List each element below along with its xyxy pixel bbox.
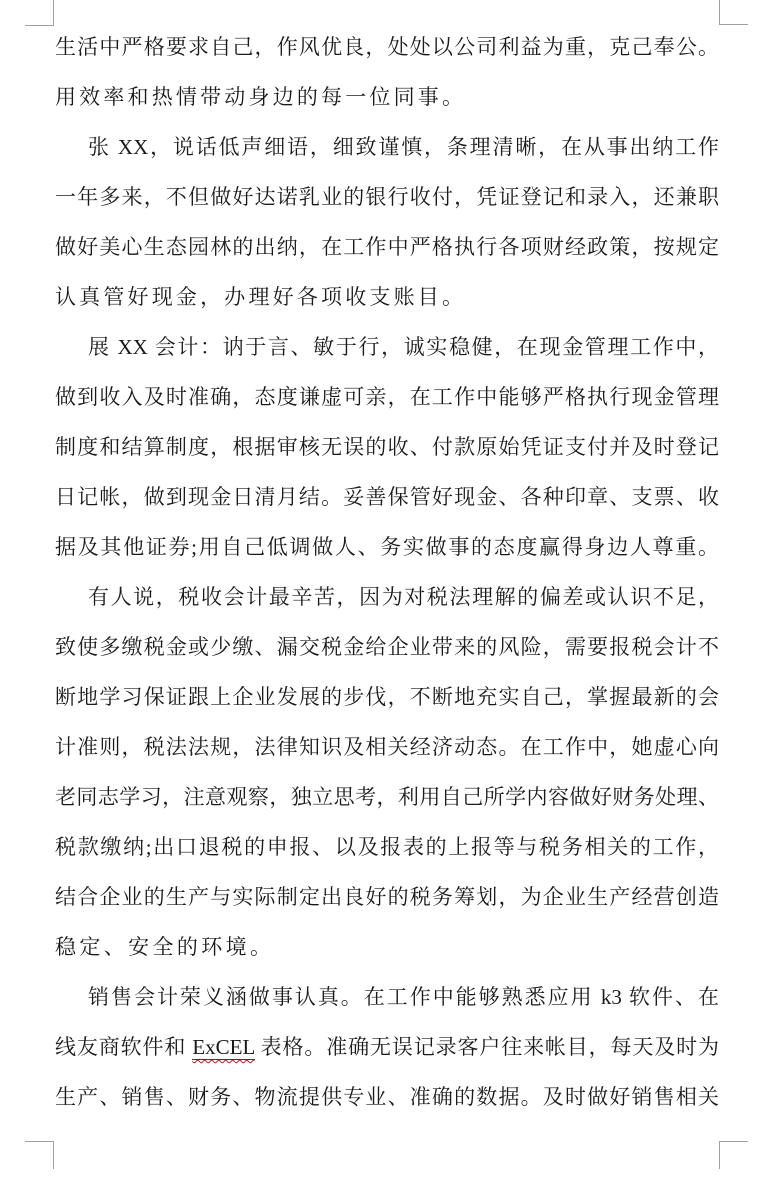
text-line[interactable] — [55, 1072, 719, 1122]
text-line[interactable] — [55, 1022, 719, 1072]
text-segment: 用效率和热情带动身边的每一位同事。 — [55, 85, 463, 109]
text-line[interactable] — [55, 422, 719, 472]
text-segment: 制度和结算制度，根据审核无误的收、付款原始凭证支付并及时登记 — [55, 435, 719, 459]
text-line[interactable] — [55, 772, 719, 822]
text-line[interactable] — [55, 322, 719, 372]
text-segment: 销售会计荣义涵做事认真。在工作中能够熟悉应用 k3 软件、在 — [88, 985, 719, 1009]
text-line[interactable] — [55, 122, 719, 172]
document-text-area[interactable] — [55, 22, 719, 1122]
text-segment: 做好美心生态园林的出纳，在工作中严格执行各项财经政策，按规定 — [55, 235, 719, 259]
text-segment: 张 XX，说话低声细语，细致谨慎，条理清晰，在从事出纳工作 — [88, 135, 719, 159]
text-segment: 表格。准确无误记录客户往来帐目，每天及时为 — [254, 1035, 719, 1059]
text-line[interactable] — [55, 72, 463, 122]
text-segment: 致使多缴税金或少缴、漏交税金给企业带来的风险，需要报税会计不 — [55, 635, 719, 659]
text-line[interactable] — [55, 672, 719, 722]
text-line[interactable] — [55, 922, 271, 972]
text-segment: 老同志学习，注意观察，独立思考，利用自己所学内容做好财务处理、 — [55, 785, 719, 809]
text-segment: 日记帐，做到现金日清月结。妥善保管好现金、各种印章、支票、收 — [55, 485, 719, 509]
text-line[interactable] — [55, 172, 719, 222]
text-segment: 稳定、安全的环境。 — [55, 935, 271, 959]
text-line[interactable] — [55, 972, 719, 1022]
text-line[interactable] — [55, 372, 719, 422]
misspelled-word[interactable]: ExCEL — [192, 1035, 255, 1059]
text-line[interactable] — [55, 822, 719, 872]
text-segment: 断地学习保证跟上企业发展的步伐，不断地充实自己，掌握最新的会 — [55, 685, 719, 709]
text-line[interactable] — [55, 622, 719, 672]
text-segment: 结合企业的生产与实际制定出良好的税务筹划，为企业生产经营创造 — [55, 885, 719, 909]
text-segment: 有人说，税收会计最辛苦，因为对税法理解的偏差或认识不足， — [88, 585, 719, 609]
text-segment: 计准则，税法法规，法律知识及相关经济动态。在工作中，她虚心向 — [55, 735, 719, 759]
text-boundary-mark-top-right — [719, 0, 748, 25]
text-line[interactable] — [55, 872, 719, 922]
text-segment: 一年多来，不但做好达诺乳业的银行收付，凭证登记和录入，还兼职 — [55, 185, 719, 209]
text-boundary-mark-top-left — [25, 0, 54, 26]
text-line[interactable] — [55, 222, 719, 272]
text-segment: 展 XX 会计：讷于言、敏于行，诚实稳健，在现金管理工作中， — [88, 335, 719, 359]
text-segment: 认真管好现金，办理好各项收支账目。 — [55, 285, 463, 309]
text-segment: 线友商软件和 — [55, 1035, 193, 1059]
text-line[interactable] — [55, 522, 719, 572]
text-line[interactable] — [55, 722, 719, 772]
text-segment: 税款缴纳;出口退税的申报、以及报表的上报等与税务相关的工作， — [55, 835, 719, 859]
text-boundary-mark-bottom-left — [25, 1141, 54, 1169]
text-line[interactable] — [55, 572, 719, 622]
text-boundary-mark-bottom-right — [719, 1141, 748, 1169]
text-line[interactable] — [55, 22, 719, 72]
text-line[interactable] — [55, 472, 719, 522]
text-segment: 做到收入及时准确，态度谦虚可亲，在工作中能够严格执行现金管理 — [55, 385, 719, 409]
text-line[interactable] — [55, 272, 463, 322]
text-segment: 生产、销售、财务、物流提供专业、准确的数据。及时做好销售相关 — [55, 1085, 719, 1109]
text-segment: 据及其他证券;用自己低调做人、务实做事的态度赢得身边人尊重。 — [55, 535, 719, 559]
text-segment: 生活中严格要求自己，作风优良，处处以公司利益为重，克己奉公。 — [55, 35, 719, 59]
